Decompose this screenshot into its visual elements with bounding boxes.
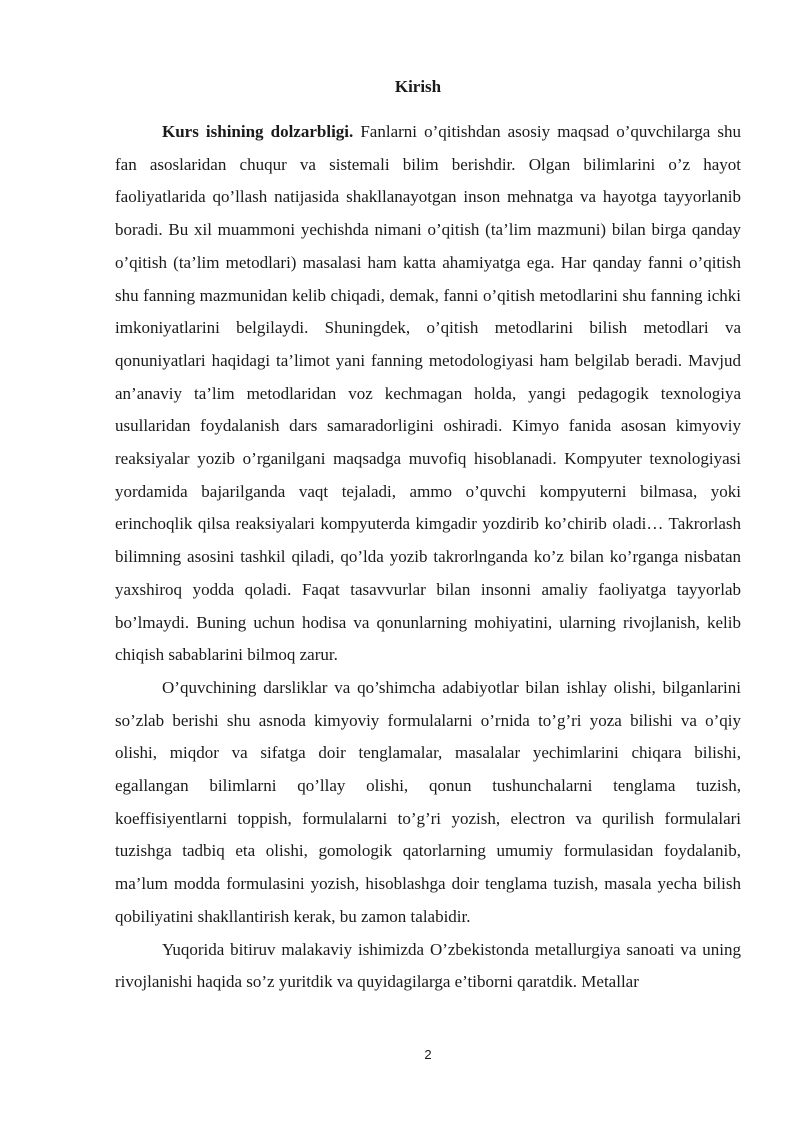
paragraph-student-skills: O’quvchining darsliklar va qo’shimcha adabiyotlar bilan ishlay olishi, bilganlarini so’zlab berishi shu asnoda kimyoviy formulalarni o’rnida to’g’ri yoza bilishi va o’qiy olishi, miqdor va sifatga doir tenglamalar, masalalar yechimlarini chiqara bilishi, egallangan bilimlarni qo’llay olishi, qonun tushunchalarni tenglama tuzish, koeffisiyentlarni toppish, formulalarni to’g’ri yozish, electron va qurilish formulalari tuzishga tadbiq eta olishi, gomologik qatorlarning umumiy formulasidan foydalanib, ma’lum modda formulasini yozish, hisoblashga doir tenglama tuzish, masala yecha bilish qobiliyatini shakllantirish kerak, bu zamon talabidir.	[115, 677, 741, 926]
section-heading: Kirish	[394, 77, 442, 96]
paragraph-text: Fanlarni o’qitishdan asosiy maqsad o’quvchilarga shu fan asoslaridan chuqur va sistemali bilim berishdir. Olgan bilimlarini o’z hayot faoliyatlarida qo’llash natijasida shakllanayotgan inson mehnatga va hayotga tayyorlanib boradi. Bu xil muammoni yechishda nimani o’qitish (ta’lim mazmuni) bilan birga qanday o’qitish (ta’lim metodlari) masalasi ham katta ahamiyatga ega. Har qanday fanni o’qitish shu fanning mazmunidan kelib chiqadi, demak, fanni o’qitish metodlarini shu fanning ichki imkoniyatlarini belgilaydi. Shuningdek, o’qitish metodlarini bilish metodlari va qonuniyatlari haqidagi ta’limot yani fanning metodologiyasi ham belgilab beradi. Mavjud an’anaviy ta’lim metodlaridan voz kechmagan holda, yangi pedagogik texnologiya usullaridan foydalanish dars samaradorligini oshiradi. Kimyo fanida asosan kimyoviy reaksiyalar yozib o’rganilgani maqsadga muvofiq hisoblanadi. Kompyuter texnologiyasi yordamida bajarilganda vaqt tejaladi, ammo o’quvchi kompyuterni bilmasa, yoki erinchoqlik qilsa reaksiyalari kompyuterda kimgadir yozdirib ko’chirib oladi… Takrorlash bilimning asosini tashkil qiladi, qo’lda yozib takrorlnganda ko’z bilan ko’rganga nisbatan yaxshiroq yodda qoladi. Faqat tasavvurlar bilan insonni amaliy faoliyatga tayyorlab bo’lmaydi. Buning uchun hodisa va qonunlarning mohiyatini, ularning rivojlanish, kelib chiqish sabablarini bilmoq zarur.	[115, 122, 741, 665]
paragraph-metallurgy: Yuqorida bitiruv malakaviy ishimizda O’zbekistonda metallurgiya sanoati va uning rivojlanishi haqida so’z yuritdik va quyidagilarga e’tiborni qaratdik. Metallar	[115, 939, 741, 992]
body-text	[115, 116, 741, 999]
paragraph-lead: Kurs ishining dolzarbligi.	[162, 122, 354, 141]
paragraph-relevance	[115, 116, 741, 672]
page-number: 2	[424, 1047, 432, 1062]
